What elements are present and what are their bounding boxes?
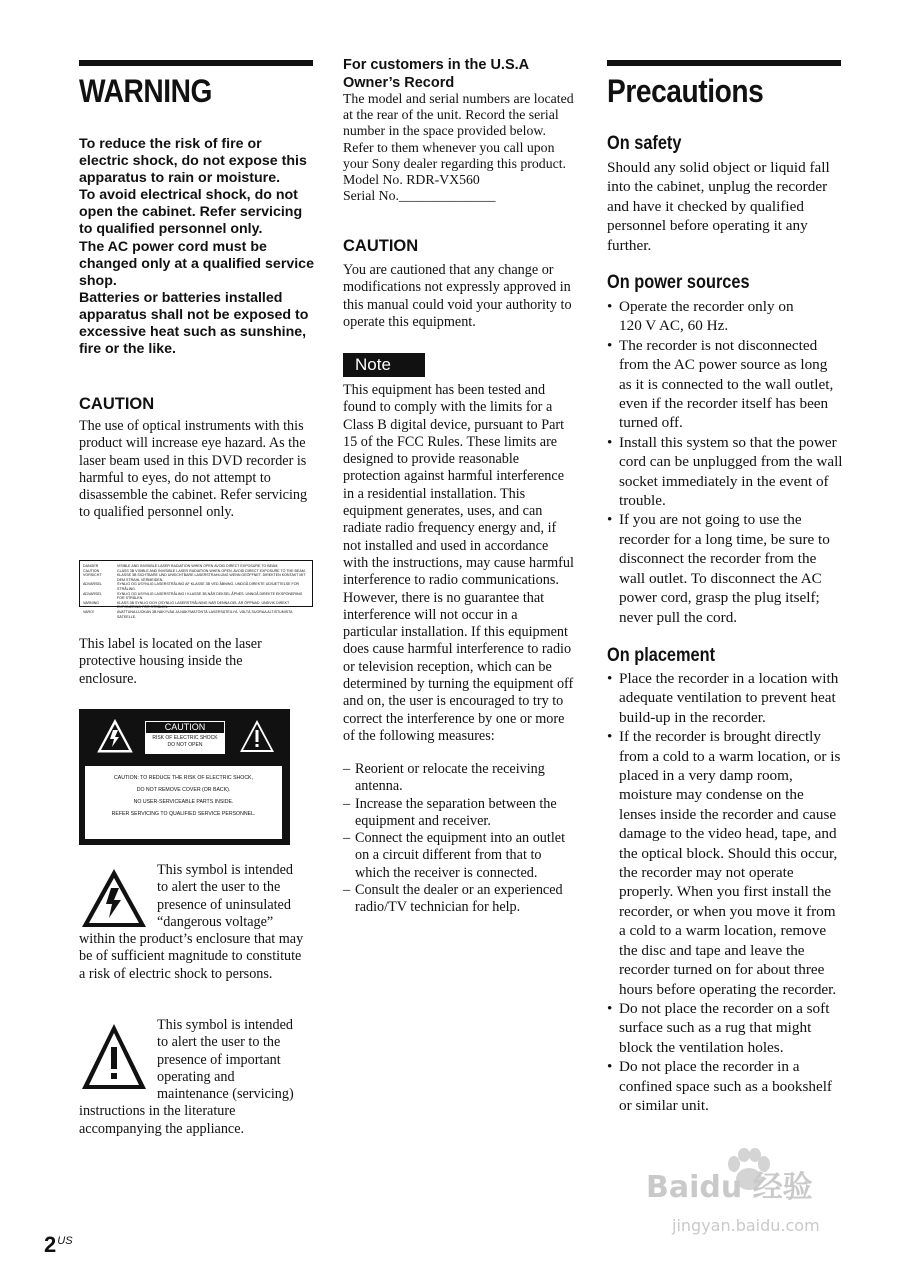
precautions-rule — [607, 60, 841, 66]
warning-bold-paragraph: To reduce the risk of fire or electric shock, do not expose this apparatus to rain or moisture. — [79, 136, 307, 187]
plate-caution-subtitle-1: RISK OF ELECTRIC SHOCK — [152, 735, 218, 741]
note-label-box: Note — [343, 353, 425, 377]
label-location-text: This label is located on the laser protective housing inside the enclosure. — [79, 636, 262, 687]
power-sources-list — [607, 297, 843, 627]
on-safety-heading: On safety — [607, 133, 682, 154]
laser-label-row: ADVARSEL SYNLIG OG USYNLIG LASERSTRÅLING I KLASSE 3B NÅR DEKSEL ÅPNES. UNNGÅ DIREKTE EKSPONERING FOR STRÅLEN. — [83, 591, 303, 601]
laser-label-row: VARNING KLASS 3B SYNLIG OCH OSYNLIG LASERSTRÅLNING NÄR DENNA DEL ÄR ÖPPNAD. UNDVIK DIREKT EXPONERING FÖR STRÅLEN. — [83, 600, 290, 610]
warning-caution-text: The use of optical instruments with this product will increase eye hazard. As the laser beam used in this DVD recorder is harmful to eyes, do not attempt to disassemble the cabinet. Refer servicing to qualified personnel only. — [79, 418, 308, 521]
laser-label-row: VORSICHT KLASSE 3B SICHTBARE UND UNSICHTBARE LASERSTRAHLUNG WENN GEÖFFNET. DIREKTEN KONTAKT MIT DEM STRAHL VERMEIDEN. — [83, 573, 306, 582]
symbol-1-text: This symbol is intended to alert the user to the presence of uninsulated “dangerous voltage” within the product’s enclosure that may be of sufficient magnitude to constitute a risk of electric shock to persons. — [79, 862, 304, 982]
serial-number: Serial No.______________ — [343, 188, 496, 204]
plate-caution-subtitle-2: DO NOT OPEN — [167, 742, 203, 748]
list-item: • Do not place the recorder on a soft surface such as a rug that might block the ventilation holes. — [607, 999, 843, 1057]
warning-rule — [79, 60, 313, 66]
symbol-2-block — [79, 1017, 307, 1138]
warning-bold-paragraph: To avoid electrical shock, do not open the cabinet. Refer servicing to qualified personnel only. — [79, 187, 303, 238]
warning-title: WARNING — [79, 73, 213, 109]
owners-record-heading: Owner’s Record — [343, 75, 455, 91]
plate-line-2: DO NOT REMOVE COVER (OR BACK). — [136, 787, 231, 793]
owners-record-block — [343, 91, 579, 204]
placement-list — [607, 669, 843, 1115]
model-number: Model No. RDR-VX560 — [343, 172, 480, 188]
list-item: • Operate the recorder only on 120 V AC, 60 Hz. — [607, 297, 809, 336]
plate-line-1: CAUTION: TO REDUCE THE RISK OF ELECTRIC SHOCK, — [114, 775, 253, 781]
list-item: • If you are not going to use the recorder for a long time, be sure to disconnect the recorder from the wall outlet. To disconnect the AC power cord, grasp the plug itself; never pull the cord. — [607, 510, 843, 626]
laser-label-row: DANGER VISIBLE AND INVISIBLE LASER RADIATION WHEN OPEN AVOID DIRECT EXPOSURE TO BEAM. — [83, 564, 279, 568]
dangerous-voltage-icon — [79, 866, 149, 930]
exclamation-triangle-icon — [79, 1021, 149, 1093]
warning-bold-paragraph: Batteries or batteries installed apparatus shall not be exposed to excessive heat such as sunshine, fire or the like. — [79, 289, 309, 358]
middle-caution-text: You are cautioned that any change or modifications not expressly approved in this manual could void your authority to operate this equipment. — [343, 262, 572, 330]
plate-text-area — [85, 766, 282, 839]
note-text: This equipment has been tested and found to comply with the limits for a Class B digital device, pursuant to Part 15 of the FCC Rules. These limits are designed to provide reasonable protection against harmful interference in a residential installation. This equipment generates, uses, and can radiate radio frequency energy and, if not installed and used in accordance with the instructions, may cause harmful interference to radio communications. However, there is no guarantee that interference will not occur in a particular installation. If this equipment does cause harmful interference to radio or television reception, which can be determined by turning the equipment off and on, the user is encouraged to try to correct the interference by one or more of the following measures: — [343, 382, 574, 744]
watermark-brand: Baidu 经验 — [646, 1170, 813, 1205]
list-item: – Connect the equipment into an outlet on a circuit different from that to which the receiver is connected. — [343, 830, 575, 882]
plate-line-3: NO USER-SERVICEABLE PARTS INSIDE. — [133, 799, 234, 805]
list-item: – Consult the dealer or an experienced radio/TV technician for help. — [343, 882, 575, 917]
list-item: • The recorder is not disconnected from the AC power source as long as it is connected to the wall outlet, even if the recorder itself has been turned off. — [607, 336, 843, 433]
list-item: – Increase the separation between the equipment and receiver. — [343, 796, 575, 831]
list-item: – Reorient or relocate the receiving antenna. — [343, 761, 575, 796]
plate-caution-box — [145, 721, 225, 754]
page-number: $2^{US}$ — [44, 1232, 73, 1257]
watermark-url: jingyan.baidu.com — [672, 1216, 820, 1235]
laser-label-row: CAUTION CLASS 3B VISIBLE AND INVISIBLE LASER RADIATION WHEN OPEN. AVOID DIRECT EXPOSURE TO THE BEAM. — [83, 568, 306, 573]
middle-caution-heading: CAUTION — [343, 237, 419, 255]
plate-caution-title: CAUTION — [146, 722, 224, 733]
warning-bold-paragraph: The AC power cord must be changed only at a qualified service shop. — [79, 238, 314, 289]
plate-line-4: REFER SERVICING TO QUALIFIED SERVICE PERSONNEL. — [111, 811, 256, 817]
caution-plate — [79, 709, 290, 845]
list-item: • Install this system so that the power cord can be unplugged from the wall socket immediately in the event of trouble. — [607, 433, 843, 511]
laser-label-row: VARO! AVATTUNA LUOKAN 3B NÄKYVÄÄ JA NÄKYMÄTÖNTÄ LASERSÄTEILYÄ. VÄLTÄ SUORAA ALTISTUMISTA SÄTEELLE. — [83, 609, 293, 619]
power-sources-heading: On power sources — [607, 272, 750, 293]
laser-label-row: ADVARSEL SYNLIG OG USYNLIG LASERSTRÅLING AF KLASSE 3B VED ÅBNING. UNDGÅ DIREKTE UDSÆTTELSE FOR STRÅLING. — [83, 582, 300, 591]
page-suffix: US — [57, 1235, 73, 1247]
list-item: • If the recorder is brought directly from a cold to a warm location, or is placed in a very damp room, moisture may condense on the lenses inside the recorder and cause damage to the video head, tape, and the optical block. Should this occur, the recorder may not operate properly. When you first install the recorder, or when you move it from a cold to a warm location, remove the disc and tape and leave the recorder turned on for about three hours before operating the recorder. — [607, 727, 843, 999]
plate-exclamation-warning-icon — [238, 718, 276, 754]
us-customers-heading: For customers in the U.S.A — [343, 57, 530, 73]
precautions-title: Precautions — [607, 73, 764, 109]
on-safety-text: Should any solid object or liquid fall into the cabinet, unplug the recorder and have it checked by qualified personnel before operating it any further. — [607, 159, 830, 254]
placement-heading: On placement — [607, 645, 716, 666]
list-item: • Place the recorder in a location with adequate ventilation to prevent heat build-up in the recorder. — [607, 669, 843, 727]
warning-caution-heading: CAUTION — [79, 395, 155, 413]
interference-measures-list — [343, 761, 575, 917]
warning-bold-block — [79, 136, 315, 358]
list-item: • Do not place the recorder in a confined space such as a bookshelf or similar unit. — [607, 1057, 843, 1115]
laser-warning-label — [79, 560, 313, 619]
symbol-2-text: This symbol is intended to alert the user to the presence of important operating and maintenance (servicing) instructions in the literature accompanying the appliance. — [79, 1017, 294, 1137]
owners-record-text: The model and serial numbers are located at the rear of the unit. Record the serial number in the space provided below. Refer to them whenever you call upon your Sony dealer regarding this product. — [343, 91, 574, 171]
symbol-1-block — [79, 862, 305, 983]
plate-lightning-warning-icon — [96, 718, 134, 754]
